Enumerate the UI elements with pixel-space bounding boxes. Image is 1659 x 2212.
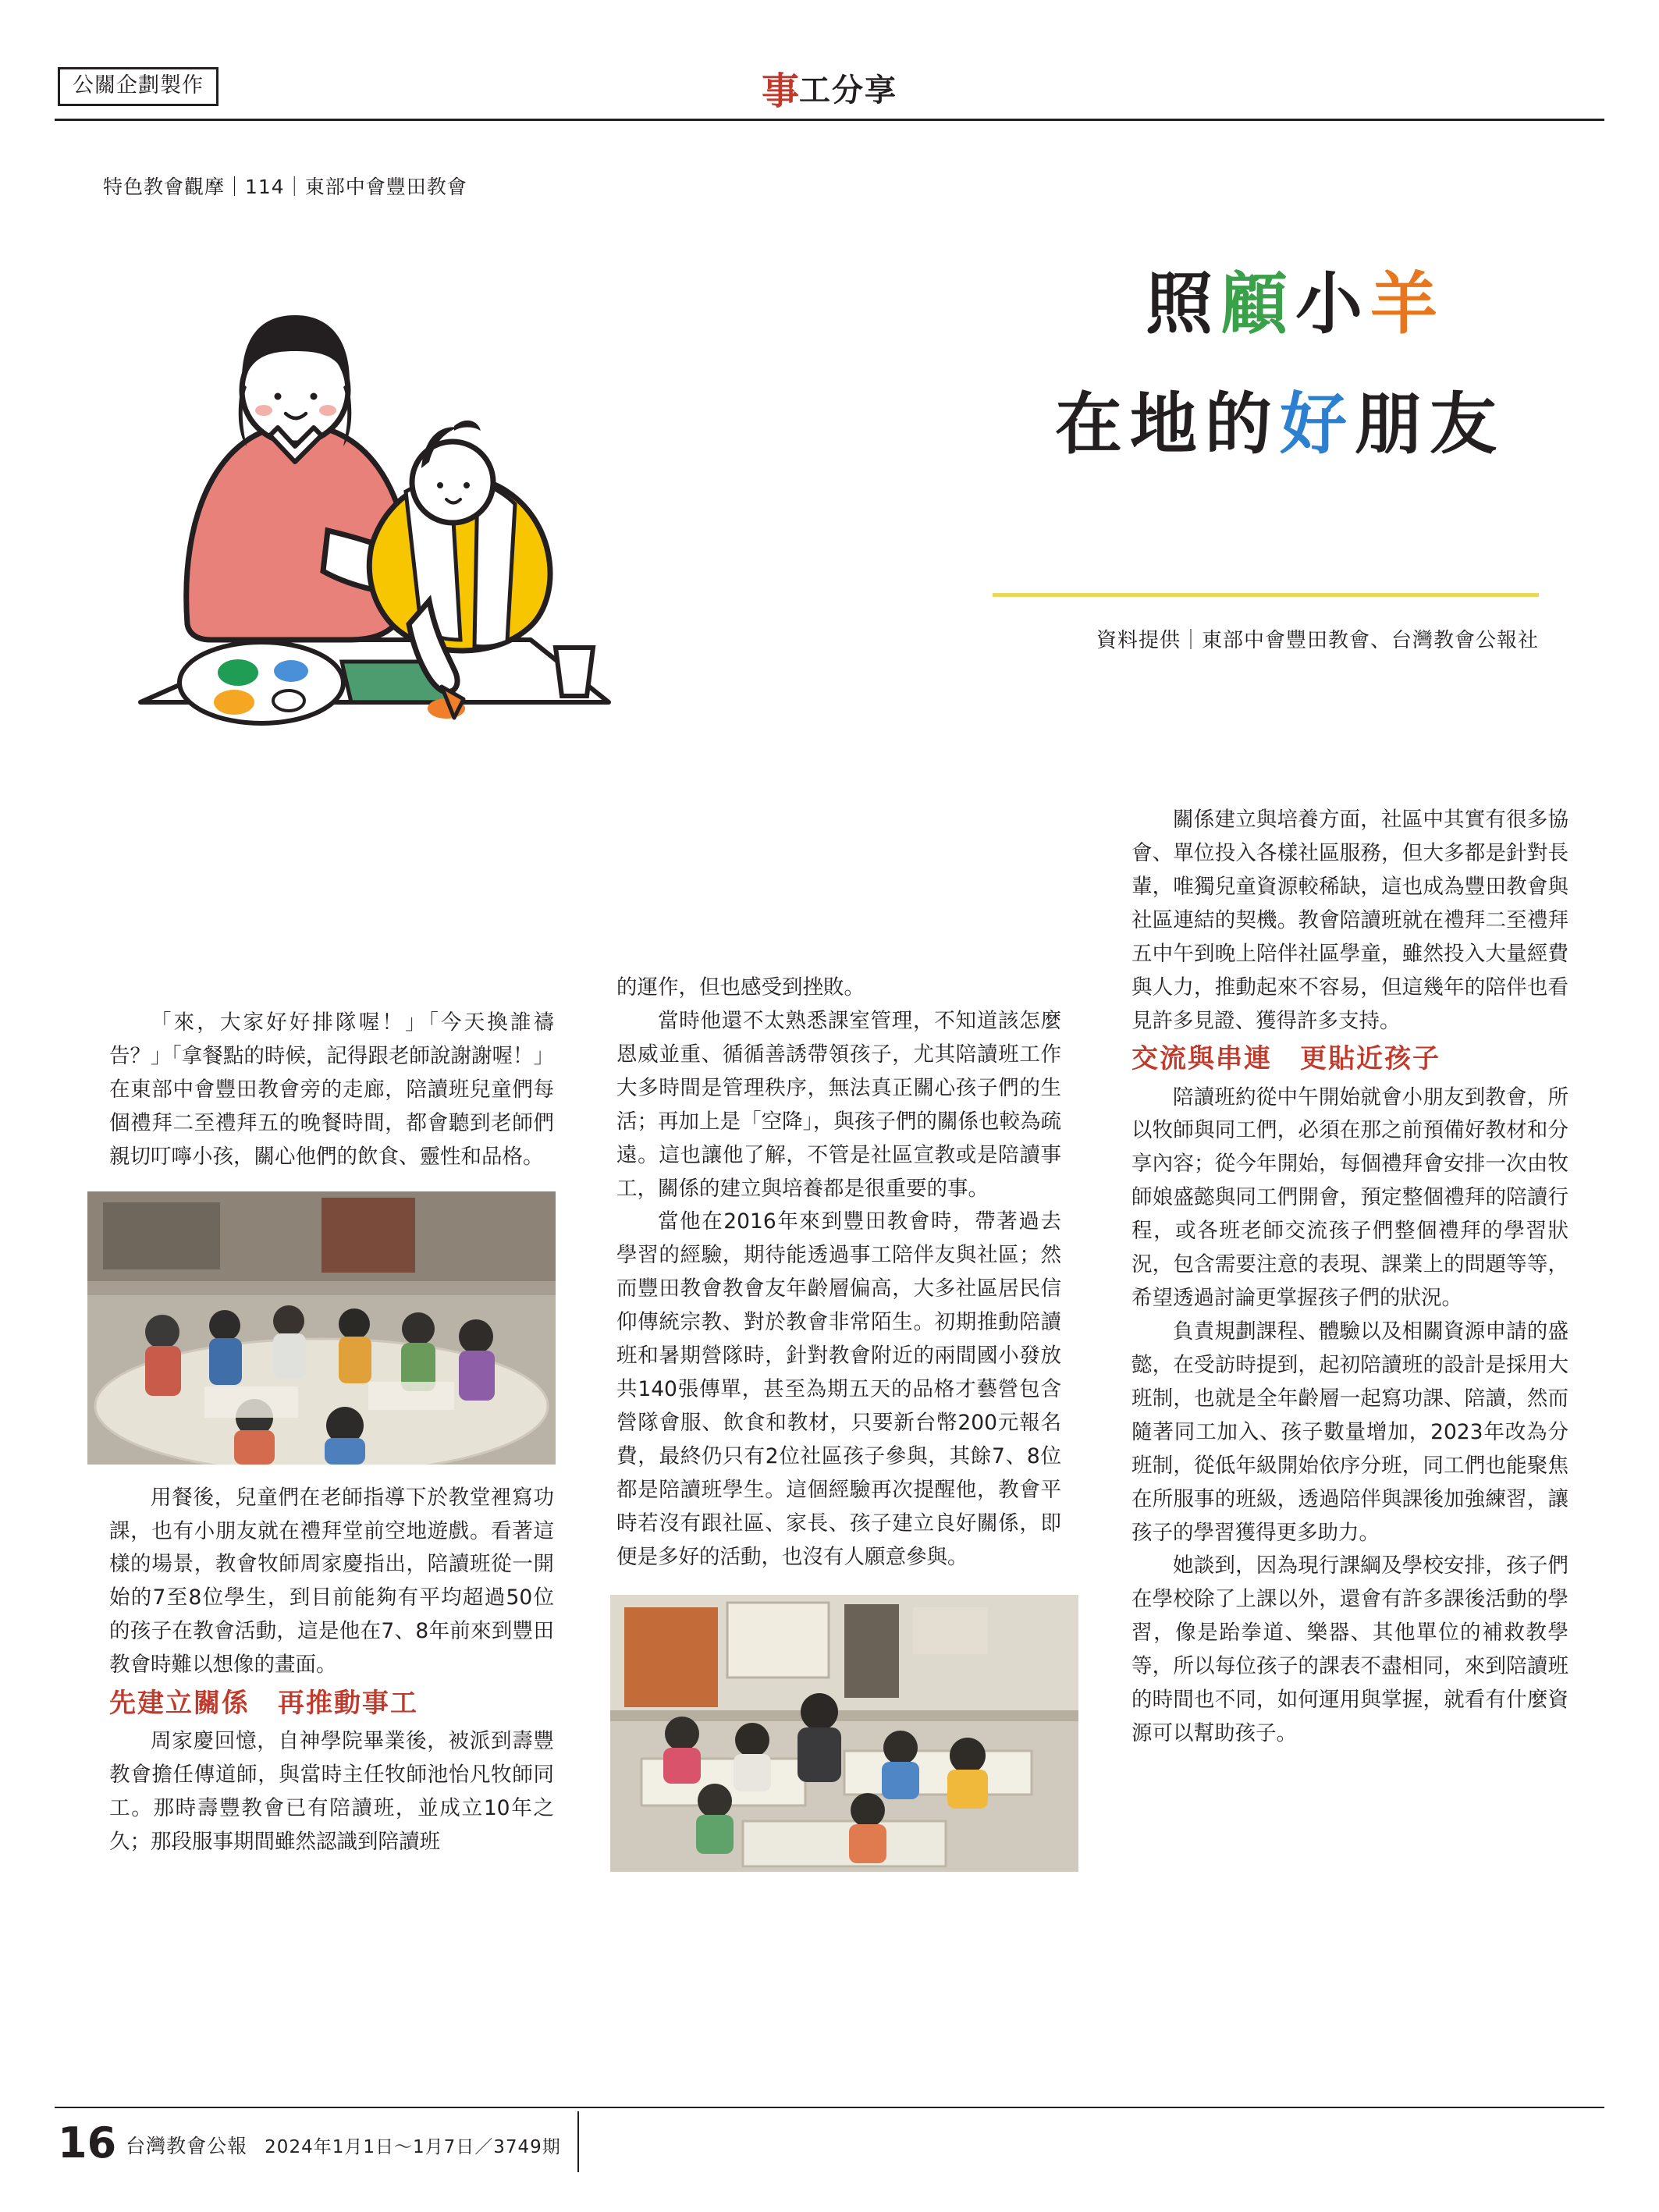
text-column-1: [109, 1007, 554, 1859]
title-char-3: 小: [1295, 265, 1370, 343]
header-divider: [55, 119, 1604, 121]
hero-illustration: [94, 234, 632, 882]
header-title-rest: 工分享: [799, 73, 897, 108]
paragraph: 的運作，但也感受到挫敗。: [616, 975, 865, 999]
header-tag: 公關企劃製作: [58, 67, 218, 106]
paragraph: 當他在2016年來到豐田教會時，帶著過去學習的經驗，期待能透過事工陪伴友與社區；然而豐田教會教會友年齡層偏高，大多社區居民信仰傳統宗教、對於教會非常陌生。初期推動陪讀班和暑期營隊時，針對教會附近的兩間國小發放共140張傳單，甚至為期五天的品格才藝營包含營隊會服、飲食和教材，只要新台幣200元報名費，最終仍只有2位社區孩子參與，其餘7、8位都是陪讀班學生。這個經驗再次提醒他，教會平時若沒有跟社區、家長、孩子建立良好關係，即便是多好的活動，也沒有人願意參與。: [616, 1209, 1061, 1569]
footer: [58, 2118, 561, 2168]
title-char-10: 友: [1430, 385, 1504, 463]
title-char-2: 顧: [1220, 265, 1295, 343]
title-char-1: 照: [1146, 265, 1220, 343]
text-column-3: [1131, 804, 1568, 1751]
title-char-6: 地: [1130, 385, 1205, 463]
paragraph: 關係建立與培養方面，社區中其實有很多協會、單位投入各樣社區服務，但大多都是針對長輩，唯獨兒童資源較稀缺，這也成為豐田教會與社區連結的契機。教會陪讀班就在禮拜二至禮拜五中午到晚上陪伴社區學童，雖然投入大量經費與人力，推動起來不容易，但這幾年的陪伴也看見許多見證、獲得許多支持。: [1131, 808, 1568, 1033]
article-credit: 資料提供｜東部中會豐田教會、台灣教會公報社: [1096, 629, 1539, 652]
section-heading-2: 交流與串連 更貼近孩子: [1131, 1043, 1441, 1075]
issue-info: 2024年1月1日～1月7日／3749期: [265, 2137, 561, 2157]
paragraph: 周家慶回憶，自神學院畢業後，被派到壽豐教會擔任傳道師，與當時主任牧師池怡凡牧師同工。那時壽豐教會已有陪讀班，並成立10年之久；那段服事期間雖然認識到陪讀班: [109, 1729, 554, 1854]
article-title-line1: [1022, 250, 1568, 346]
paragraph: 用餐後，兒童們在老師指導下於教堂裡寫功課，也有小朋友就在禮拜堂前空地遊戲。看著這樣的場景，教會牧師周家慶指出，陪讀班從一開始的7至8位學生，到目前能夠有平均超過50位的孩子在教會活動，這是他在7、8年前來到豐田教會時難以想像的畫面。: [109, 1485, 554, 1678]
title-char-9: 朋: [1355, 385, 1430, 463]
title-char-4: 羊: [1370, 265, 1445, 343]
text-column-2: [616, 971, 1061, 1872]
footer-divider: [55, 2107, 1604, 2108]
title-char-5: 在: [1055, 385, 1130, 463]
photo-tutoring-class: [610, 1595, 1078, 1872]
section-heading-1: 先建立關係 再推動事工: [109, 1688, 418, 1720]
photo-classroom-activity: [87, 1191, 556, 1465]
paragraph: 當時他還不太熟悉課室管理，不知道該怎麼恩威並重、循循善誘帶領孩子，尤其陪讀班工作大多時間是管理秩序，無法真正關心孩子們的生活；再加上是「空降」，與孩子們的關係也較為疏遠。這也讓他了解，不管是社區宣教或是陪讀事工，關係的建立與培養都是很重要的事。: [616, 1008, 1061, 1201]
header-title: [0, 61, 1659, 115]
paragraph: 陪讀班約從中午開始就會小朋友到教會，所以牧師與同工們，必須在那之前預備好教材和分享內容；從今年開始，每個禮拜會安排一次由牧師娘盛懿與同工們開會，預定整個禮拜的陪讀行程，或各班老師交流孩子們整個禮拜的學習狀況，包含需要注意的表現、課業上的問題等等，希望透過討論更掌握孩子們的狀況。: [1131, 1085, 1568, 1311]
article-title-line2: [991, 370, 1568, 467]
title-char-7: 的: [1205, 385, 1280, 463]
paragraph: 「來，大家好好排隊喔！」「今天換誰禱告？」「拿餐點的時候，記得跟老師說謝謝喔！」在東部中會豐田教會旁的走廊，陪讀班兒童們每個禮拜二至禮拜五的晚餐時間，都會聽到老師們親切叮嚀小孩，關心他們的飲食、靈性和品格。: [109, 1010, 554, 1169]
title-divider: [993, 593, 1539, 597]
paragraph: 她談到，因為現行課綱及學校安排，孩子們在學校除了上課以外，還會有許多課後活動的學習，像是跆拳道、樂器、其他單位的補救教學等，所以每位孩子的課表不盡相同，來到陪讀班的時間也不同，如何運用與掌握，就看有什麼資源可以幫助孩子。: [1131, 1553, 1568, 1746]
page-number: 16: [58, 2118, 117, 2168]
paragraph: 負責規劃課程、體驗以及相關資源申請的盛懿，在受訪時提到，起初陪讀班的設計是採用大班制，也就是全年齡層一起寫功課、陪讀，然而隨著同工加入、孩子數量增加，2023年改為分班制，從低年級開始依序分班，同工們也能聚焦在所服事的班級，透過陪伴與課後加強練習，讓孩子的學習獲得更多助力。: [1131, 1319, 1568, 1545]
title-char-8: 好: [1280, 385, 1355, 463]
publication-name: 台灣教會公報: [126, 2135, 248, 2157]
header-title-accent: 事: [761, 69, 799, 113]
article-title-art: [999, 250, 1568, 499]
breadcrumb: 特色教會觀摩｜114｜東部中會豐田教會: [103, 176, 467, 198]
footer-vertical-rule: [577, 2111, 579, 2172]
